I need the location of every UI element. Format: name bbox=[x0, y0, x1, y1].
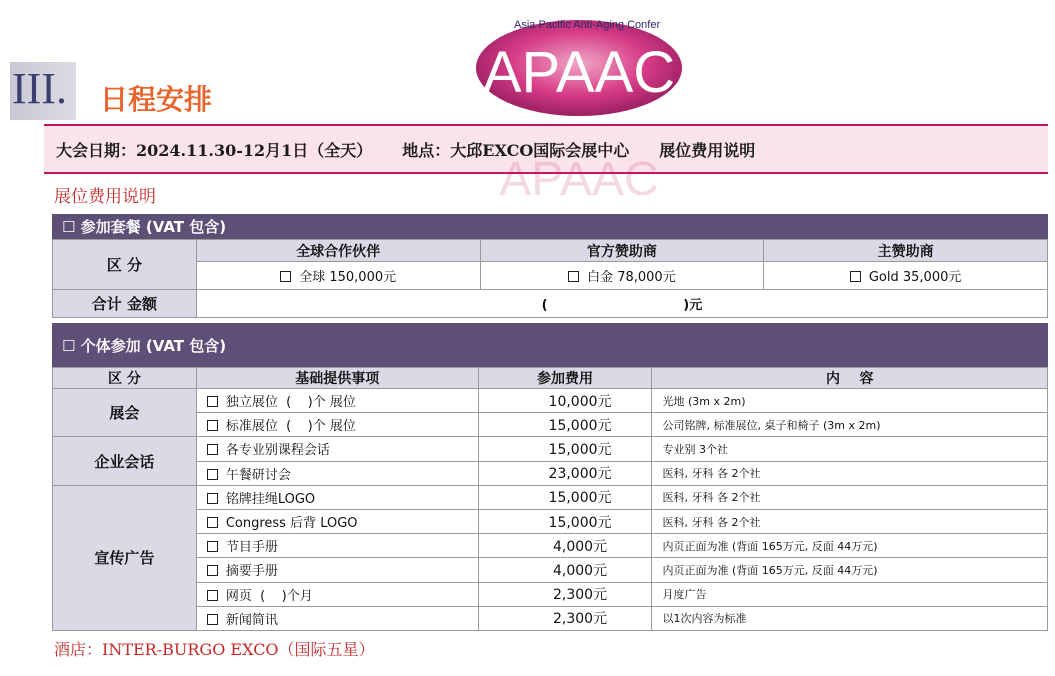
item-cell bbox=[196, 558, 478, 582]
price-cell: 2,300元 bbox=[478, 582, 652, 606]
svg-text:APAAC: APAAC bbox=[499, 152, 659, 200]
item-label: Congress 后背 LOGO bbox=[225, 516, 358, 532]
group-label: 展会 bbox=[53, 389, 197, 437]
checkbox-icon[interactable] bbox=[280, 271, 291, 282]
svg-text:Asia Pacific Anti-Aging Confer: Asia Pacific Anti-Aging Confer bbox=[514, 19, 661, 31]
item-label: 标准展位 ( )个 展位 bbox=[225, 419, 356, 435]
tier-name: 主赞助商 bbox=[764, 240, 1048, 262]
checkbox-icon[interactable] bbox=[207, 493, 218, 504]
item-cell bbox=[196, 534, 478, 558]
checkbox-icon[interactable] bbox=[207, 614, 218, 625]
content-cell: 月度广告 bbox=[652, 582, 1048, 606]
checkbox-icon[interactable] bbox=[207, 469, 218, 480]
content-cell: 公司铭牌, 标准展位, 桌子和椅子 (3m x 2m) bbox=[652, 413, 1048, 437]
item-label: 铭牌挂绳LOGO bbox=[225, 491, 316, 507]
checkbox-icon[interactable] bbox=[207, 565, 218, 576]
content-cell: 内页正面为准 (背面 165万元, 反面 44万元) bbox=[652, 534, 1048, 558]
price-cell: 15,000元 bbox=[478, 413, 652, 437]
item-label: 节目手册 bbox=[225, 540, 278, 556]
item-label: 各专业别课程会话 bbox=[225, 443, 330, 459]
table-row bbox=[53, 413, 1048, 437]
package-table bbox=[52, 239, 1048, 318]
item-cell bbox=[196, 389, 478, 413]
fee-info-label: 展位费用说明 bbox=[659, 140, 756, 160]
checkbox-icon[interactable] bbox=[207, 444, 218, 455]
checkbox-icon[interactable] bbox=[207, 420, 218, 431]
price-cell: 15,000元 bbox=[478, 509, 652, 533]
table-row bbox=[53, 461, 1048, 485]
tier-name: 全球合作伙伴 bbox=[196, 240, 480, 262]
item-cell bbox=[196, 606, 478, 630]
checkbox-icon[interactable] bbox=[850, 271, 861, 282]
checkbox-icon[interactable] bbox=[207, 396, 218, 407]
table-row bbox=[53, 485, 1048, 509]
price-cell: 4,000元 bbox=[478, 558, 652, 582]
event-location: 地点：大邱EXCO国际会展中心 bbox=[402, 140, 630, 160]
content-cell: 内页正面为准 (背面 165万元, 反面 44万元) bbox=[652, 558, 1048, 582]
table-row bbox=[53, 606, 1048, 630]
table-row bbox=[53, 558, 1048, 582]
table-row bbox=[53, 389, 1048, 413]
item-label: 网页 ( )个月 bbox=[225, 588, 313, 604]
table-row bbox=[53, 534, 1048, 558]
item-cell bbox=[196, 485, 478, 509]
col-header: 参加费用 bbox=[478, 368, 652, 389]
tier-option: Gold 35,000元 bbox=[764, 262, 1048, 290]
price-cell: 10,000元 bbox=[478, 389, 652, 413]
individual-bar: ☐ 个体参加 (VAT 包含) bbox=[52, 323, 1048, 367]
checkbox-icon[interactable] bbox=[207, 541, 218, 552]
item-cell bbox=[196, 437, 478, 461]
item-cell bbox=[196, 413, 478, 437]
svg-text:APAAC: APAAC bbox=[482, 40, 676, 105]
item-label: 摘要手册 bbox=[225, 564, 278, 580]
item-label: 新闻简讯 bbox=[225, 612, 278, 628]
col-header: 内 容 bbox=[652, 368, 1048, 389]
price-cell: 15,000元 bbox=[478, 437, 652, 461]
individual-table bbox=[52, 367, 1048, 631]
content-cell: 医科, 牙科 各 2个社 bbox=[652, 509, 1048, 533]
table-row bbox=[53, 509, 1048, 533]
package-row-label: 区 分 bbox=[53, 240, 197, 290]
content-cell: 以1次内容为标准 bbox=[652, 606, 1048, 630]
total-value[interactable]: ( )元 bbox=[196, 290, 1047, 318]
col-header: 基础提供事项 bbox=[196, 368, 478, 389]
apaac-logo bbox=[472, 8, 686, 120]
content-cell: 光地 (3m x 2m) bbox=[652, 389, 1048, 413]
content-cell: 医科, 牙科 各 2个社 bbox=[652, 485, 1048, 509]
table-row bbox=[53, 582, 1048, 606]
tier-option: 白金 78,000元 bbox=[480, 262, 764, 290]
item-label: 独立展位 ( )个 展位 bbox=[225, 395, 356, 411]
price-cell: 23,000元 bbox=[478, 461, 652, 485]
item-label: 午餐研讨会 bbox=[225, 467, 291, 483]
table-row bbox=[53, 437, 1048, 461]
price-cell: 2,300元 bbox=[478, 606, 652, 630]
event-info-bar bbox=[44, 124, 1048, 174]
item-cell bbox=[196, 461, 478, 485]
checkbox-icon[interactable] bbox=[207, 590, 218, 601]
checkbox-icon[interactable] bbox=[568, 271, 579, 282]
content-cell: 专业别 3个社 bbox=[652, 437, 1048, 461]
item-cell bbox=[196, 582, 478, 606]
group-label: 企业会话 bbox=[53, 437, 197, 485]
package-bar: ☐ 参加套餐 (VAT 包含) bbox=[52, 214, 1048, 239]
col-header: 区 分 bbox=[53, 368, 197, 389]
section-title: 展位费用说明 bbox=[54, 187, 156, 207]
group-label: 宣传广告 bbox=[53, 485, 197, 630]
checkbox-icon[interactable] bbox=[207, 517, 218, 528]
tier-option: 全球 150,000元 bbox=[196, 262, 480, 290]
section-number: III. bbox=[10, 62, 76, 120]
price-cell: 4,000元 bbox=[478, 534, 652, 558]
total-label: 合计 金额 bbox=[53, 290, 197, 318]
tier-name: 官方赞助商 bbox=[480, 240, 764, 262]
content-cell: 医科, 牙科 各 2个社 bbox=[652, 461, 1048, 485]
price-cell: 15,000元 bbox=[478, 485, 652, 509]
item-cell bbox=[196, 509, 478, 533]
page-title: 日程安排 bbox=[100, 83, 213, 116]
event-date: 大会日期：2024.11.30-12月1日（全天） bbox=[56, 140, 373, 160]
hotel-info: 酒店：INTER-BURGO EXCO（国际五星） bbox=[54, 640, 375, 659]
